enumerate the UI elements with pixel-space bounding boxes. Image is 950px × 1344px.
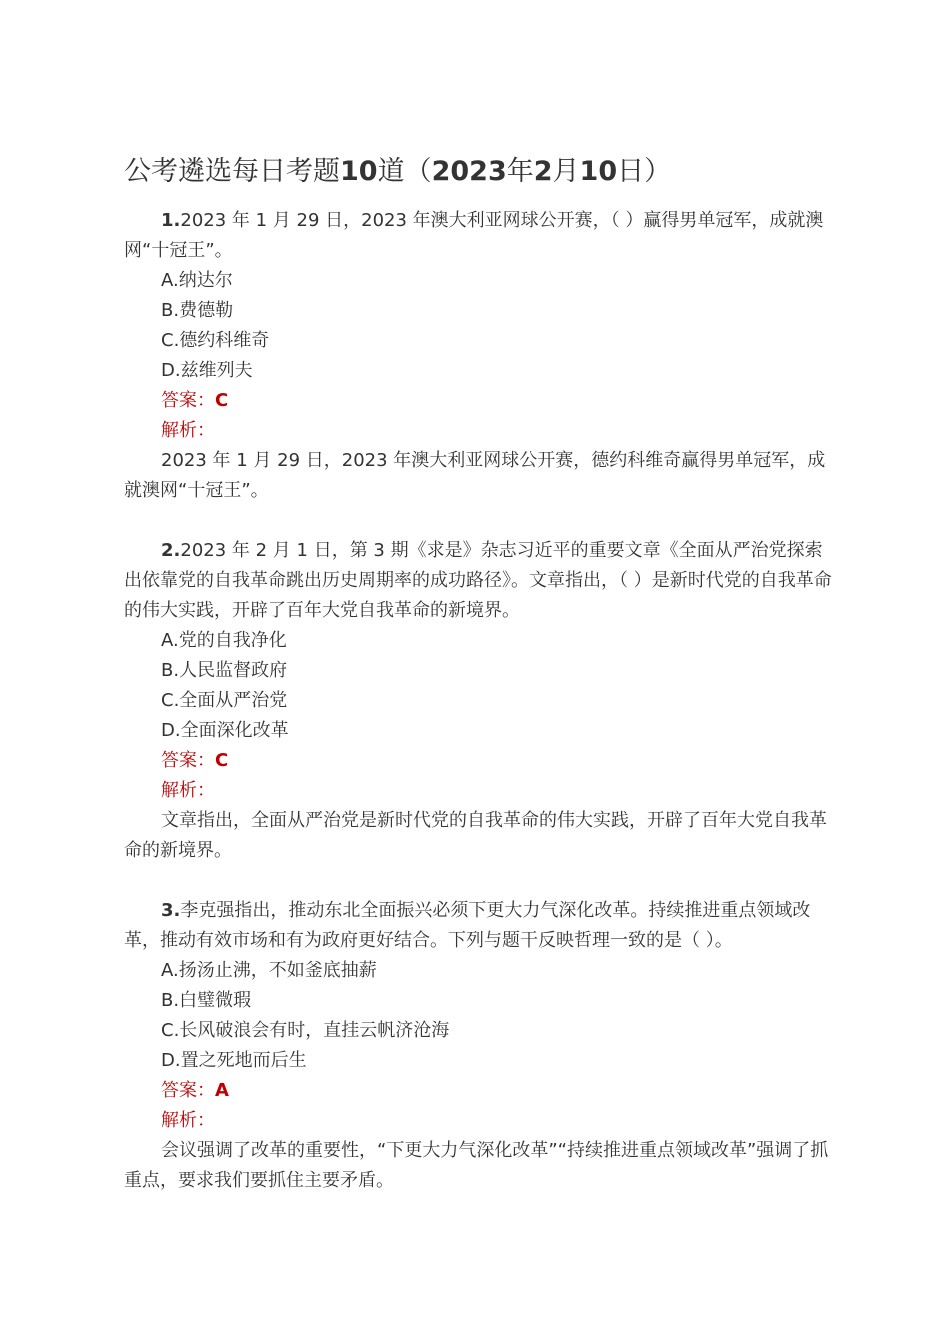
question-stem (124, 206, 838, 266)
question-list (124, 206, 838, 1226)
option-b: B.白璧微瑕 (161, 990, 252, 1011)
option-a: A.扬汤止沸，不如釜底抽薪 (161, 960, 377, 981)
question-number: 1. (161, 210, 181, 231)
page-title (124, 150, 844, 194)
option-c: C.全面从严治党 (161, 690, 288, 711)
explanation-label: 解析： (161, 420, 215, 441)
title-text: 日） (617, 156, 672, 187)
option-c: C.长风破浪会有时，直挂云帆济沧海 (161, 1020, 450, 1041)
option-c: C.德约科维奇 (161, 330, 270, 351)
option-a: A.党的自我净化 (161, 630, 287, 651)
title-month: 2 (533, 156, 553, 187)
option-b: B.人民监督政府 (161, 660, 288, 681)
answer-label: 答案： (161, 750, 215, 771)
question-number: 2. (161, 540, 181, 561)
option-d: D.置之死地而后生 (161, 1050, 307, 1071)
question-2 (124, 536, 838, 866)
answer-value: A (215, 1080, 229, 1101)
explanation-text: 文章指出，全面从严治党是新时代党的自我革命的伟大实践，开辟了百年大党自我革命的新境界。 (124, 810, 827, 861)
answer-value: C (215, 390, 229, 411)
title-text: 月 (552, 156, 580, 187)
question-text: 2023 年 2 月 1 日，第 3 期《求是》杂志习近平的重要文章《全面从严治党探索出依靠党的自我革命跳出历史周期率的成功路径》。文章指出，（ ）是新时代党的自我革命的伟大实践，开辟了百年大党自我革命的新境界。 (124, 540, 832, 621)
explanation-text: 会议强调了改革的重要性，“下更大力气深化改革”“持续推进重点领域改革”强调了抓重点，要求我们要抓住主要矛盾。 (124, 1140, 829, 1191)
title-day: 10 (579, 156, 618, 187)
option-a: A.纳达尔 (161, 270, 233, 291)
question-1 (124, 206, 838, 506)
question-text: 李克强指出，推动东北全面振兴必须下更大力气深化改革。持续推进重点领域改革，推动有效市场和有为政府更好结合。下列与题干反映哲理一致的是（ ）。 (124, 900, 811, 951)
title-text: 道（ (377, 156, 432, 187)
title-year: 2023 (431, 156, 507, 187)
explanation-label: 解析： (161, 780, 215, 801)
question-text: 2023 年 1 月 29 日，2023 年澳大利亚网球公开赛，（ ）赢得男单冠军，成就澳网“十冠王”。 (124, 210, 824, 261)
answer-line (124, 1076, 838, 1106)
option-d: D.兹维列夫 (161, 360, 253, 381)
question-stem (124, 896, 838, 956)
question-stem (124, 536, 838, 626)
question-3 (124, 896, 838, 1196)
title-number: 10 (340, 156, 378, 187)
answer-label: 答案： (161, 390, 215, 411)
answer-label: 答案： (161, 1080, 215, 1101)
answer-value: C (215, 750, 229, 771)
explanation-label: 解析： (161, 1110, 215, 1131)
answer-line (124, 386, 838, 416)
option-b: B.费德勒 (161, 300, 234, 321)
option-d: D.全面深化改革 (161, 720, 289, 741)
title-text: 年 (506, 156, 534, 187)
title-text: 公考遴选每日考题 (124, 156, 340, 187)
question-number: 3. (161, 900, 181, 921)
explanation-text: 2023 年 1 月 29 日，2023 年澳大利亚网球公开赛，德约科维奇赢得男单冠军，成就澳网“十冠王”。 (124, 450, 826, 501)
answer-line (124, 746, 838, 776)
